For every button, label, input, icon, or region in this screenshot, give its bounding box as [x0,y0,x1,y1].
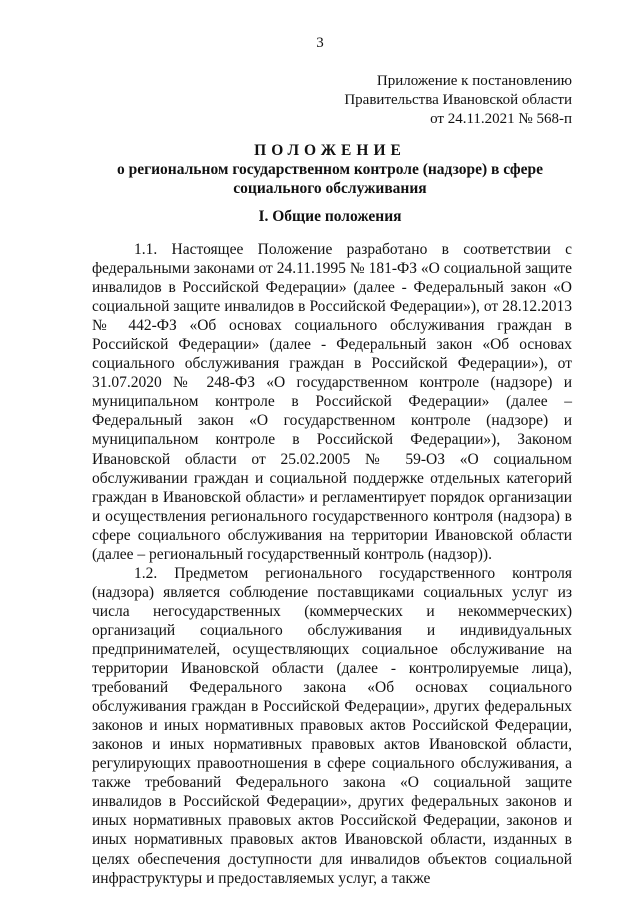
appendix-line-3: от 24.11.2021 № 568-п [430,111,572,127]
title-main: ПОЛОЖЕНИЕ [254,142,406,159]
document-body [92,240,572,888]
appendix-line-2: Правительства Ивановской области [344,92,572,108]
section-heading: I. Общие положения [258,208,402,225]
title-subtitle-line-2: социального обслуживания [233,180,427,197]
paragraph-1-2: 1.2. Предметом регионального государственного контроля (надзора) является соблюдение поставщиками социальных услуг из числа негосударственных (коммерческих и некоммерческих) организаций социального обслуживания и индивидуальных предпринимателей, осуществляющих социальное обслуживание на территории Ивановской области (далее - контролируемые лица), требований Федерального закона «Об основах социального обслуживания граждан в Российской Федерации», других федеральных законов и иных нормативных правовых актов Российской Федерации, законов и иных нормативных правовых актов Ивановской области, регулирующих правоотношения в сфере социального обслуживания, а также требований Федерального закона «О социальной защите инвалидов в Российской Федерации», других федеральных законов и иных нормативных правовых актов Российской Федерации, законов и иных нормативных правовых актов Ивановской области, изданных в целях обеспечения доступности для инвалидов объектов социальной инфраструктуры и предоставляемых услуг, а также [92,564,572,887]
paragraph-1-1: 1.1. Настоящее Положение разработано в соответствии с федеральными законами от 24.11.1995 № 181-ФЗ «О социальной защите инвалидов в Российской Федерации» (далее - Федеральный закон «О социальной защите инвалидов в Российской Федерации»), от 28.12.2013 № 442-ФЗ «Об основах социального обслуживания граждан в Российской Федерации» (далее - Федеральный закон «Об основах социального обслуживания граждан в Российской Федерации»), от 31.07.2020 № 248-ФЗ «О государственном контроле (надзоре) и муниципальном контроле в Российской Федерации» (далее – Федеральный закон «О государственном контроле (надзоре) и муниципальном контроле в Российской Федерации»), Законом Ивановской области от 25.02.2005 № 59-ОЗ «О социальном обслуживании граждан и социальной поддержке отдельных категорий граждан в Ивановской области» и регламентирует порядок организации и осуществления регионального государственного контроля (надзора) в сфере социального обслуживания на территории Ивановской области (далее – региональный государственный контроль (надзор)). [92,241,572,563]
document-title [90,141,570,198]
title-subtitle-line-1: о региональном государственном контроле (надзоре) в сфере [116,161,544,178]
page-number: 3 [316,35,324,51]
appendix-line-1: Приложение к постановлению [376,73,572,89]
appendix-note [344,72,572,129]
